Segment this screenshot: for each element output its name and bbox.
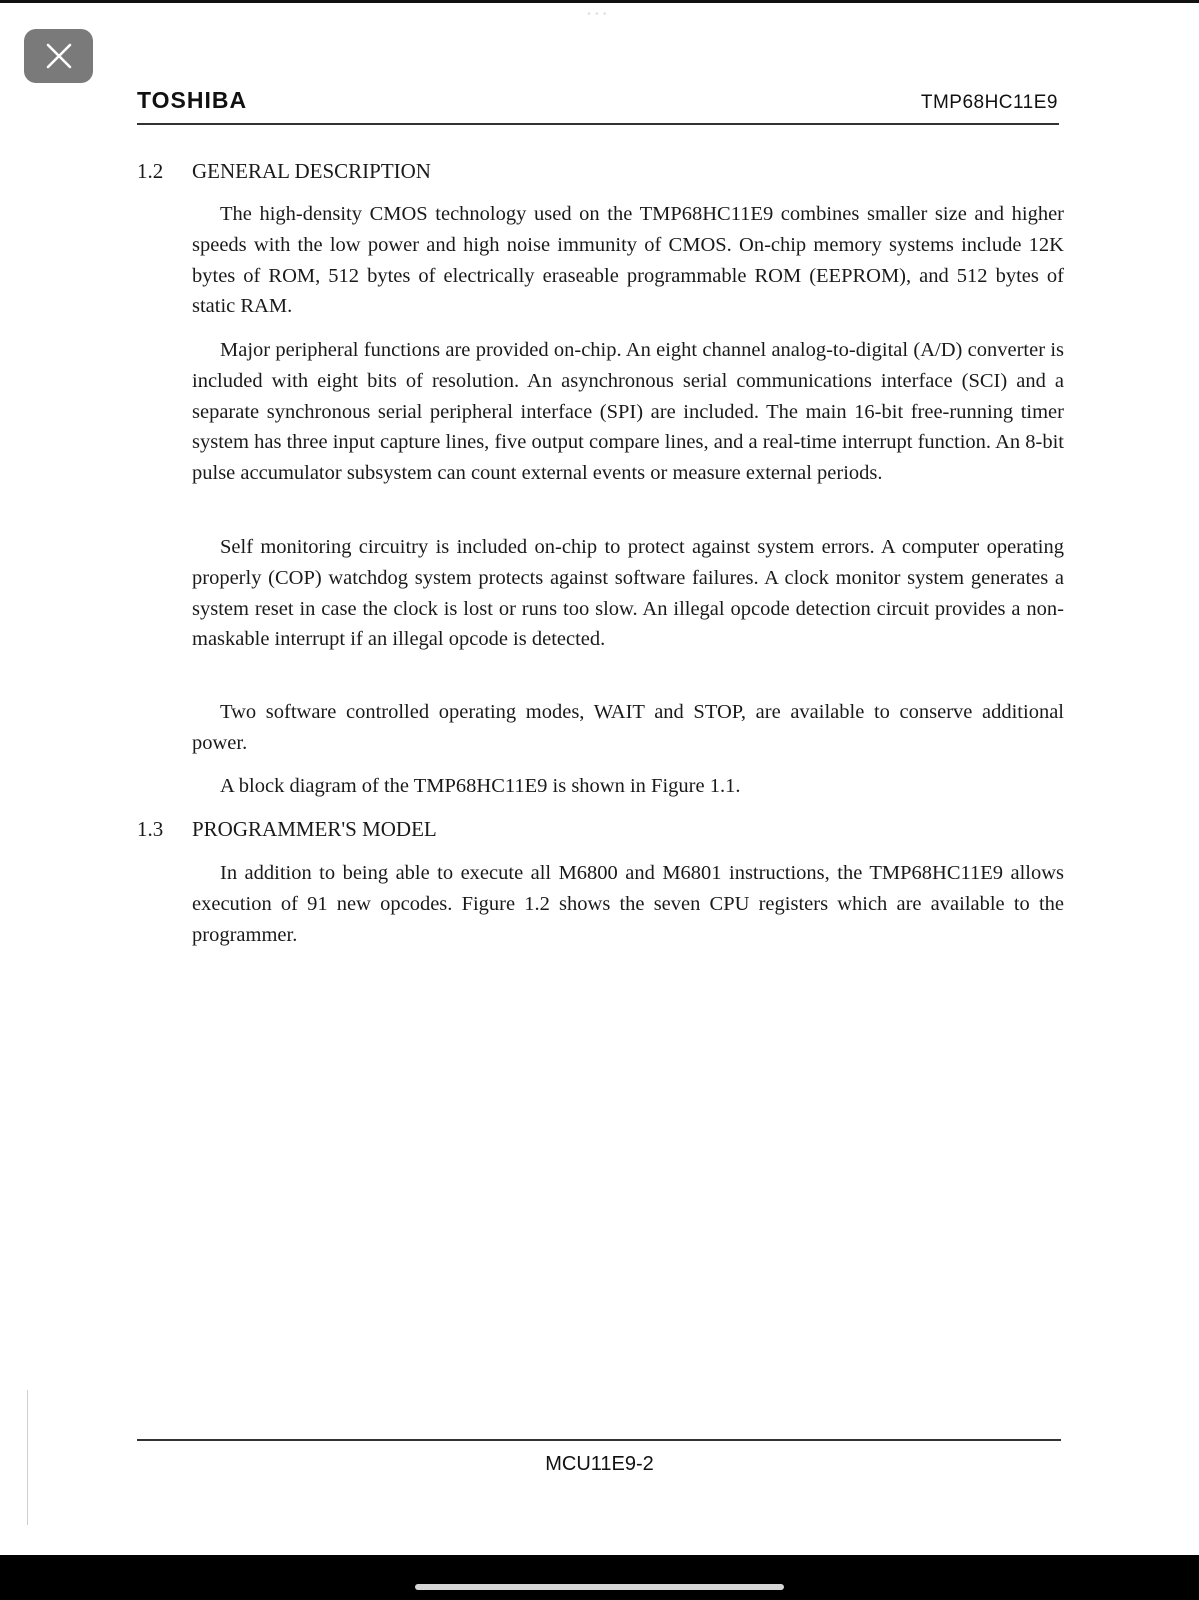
section-number: 1.2 [137, 159, 164, 183]
header-rule [137, 123, 1059, 125]
section-title: PROGRAMMER'S MODEL [192, 817, 437, 841]
section-title: GENERAL DESCRIPTION [192, 159, 431, 183]
paragraph: Self monitoring circuitry is included on-chip to protect against system errors. A computer operating properly (COP) watchdog system protects against software failures. A clock monitor system generates a system reset in case the clock is lost or runs too slow. An illegal opcode detection circuit provides a non-maskable interrupt if an illegal opcode is detected. [192, 536, 1064, 651]
section-number: 1.3 [137, 817, 164, 841]
paragraph: Two software controlled operating modes, WAIT and STOP, are available to conserve additional power. [192, 701, 1064, 754]
paragraph: In addition to being able to execute all M6800 and M6801 instructions, the TMP68HC11E9 allows execution of 91 new opcodes. Figure 1.2 shows the seven CPU registers which are available to the programmer. [192, 862, 1064, 946]
bottom-bar [0, 1555, 1199, 1600]
paragraph: The high-density CMOS technology used on the TMP68HC11E9 combines smaller size and higher speeds with the low power and high noise immunity of CMOS. On-chip memory systems include 12K bytes of ROM, 512 bytes of electrically eraseable programmable ROM (EEPROM), and 512 bytes of static RAM. [192, 203, 1064, 318]
grabber-dots-icon: ••• [586, 9, 610, 20]
paragraph: A block diagram of the TMP68HC11E9 is shown in Figure 1.1. [220, 775, 741, 797]
footer-page-label: MCU11E9-2 [545, 1453, 654, 1475]
footer-rule [137, 1439, 1061, 1441]
paragraph: Major peripheral functions are provided on-chip. An eight channel analog-to-digital (A/D) converter is included with eight bits of resolution. An asynchronous serial communications interface (SCI) and a separate synchronous serial peripheral interface (SPI) are included. The main 16-bit free-running timer system has three input capture lines, five output compare lines, and a real-time interrupt function. An 8-bit pulse accumulator subsystem can count external events or measure external periods. [192, 339, 1064, 485]
header-brand: TOSHIBA [137, 87, 248, 113]
home-indicator[interactable] [415, 1584, 784, 1590]
header-part-number: TMP68HC11E9 [920, 92, 1058, 113]
